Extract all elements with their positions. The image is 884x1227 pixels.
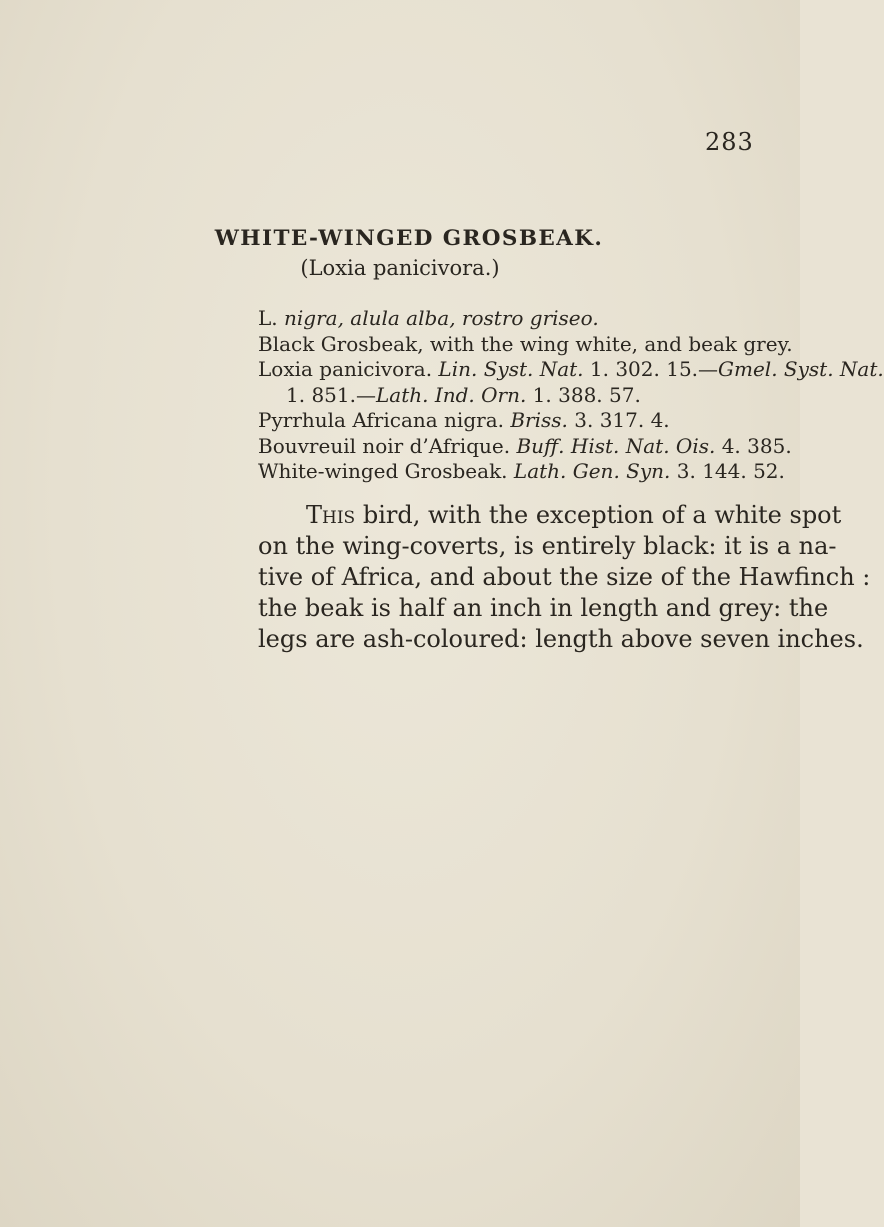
description-paragraph — [258, 500, 871, 655]
synonymy-block — [258, 306, 884, 485]
synonym-text: 4. 385. — [715, 433, 792, 458]
citation-text: Buff. Hist. Nat. Ois. — [516, 433, 716, 458]
description-first-word: This — [306, 501, 356, 529]
description-line-text: bird, with the exception of a white spot — [355, 501, 842, 529]
synonym-text: Bouvreuil noir d’Afrique. — [258, 433, 517, 458]
synonym-line — [258, 433, 792, 460]
citation-text: Lath. Gen. Syn. — [513, 459, 671, 483]
description-line: the beak is half an inch in length and grey: the — [258, 594, 829, 622]
synonym-line — [258, 459, 788, 485]
synonym-text: White-winged Grosbeak. — [258, 459, 514, 483]
page-number: 283 — [705, 128, 754, 156]
synonym-text: Pyrrhula Africana nigra. — [258, 408, 511, 432]
description-line: tive of Africa, and about the size of the Hawfinch : — [258, 563, 871, 591]
synonym-line — [258, 408, 788, 434]
description-line: legs are ash-coloured: length above seven inches. — [258, 625, 864, 653]
synonym-text: Black Grosbeak, with the wing white, and beak grey. — [258, 331, 793, 356]
citation-text: Lath. Ind. Orn. — [375, 382, 527, 407]
description-line: on the wing-coverts, is entirely black: it is a na- — [258, 532, 837, 560]
synonym-line — [258, 306, 788, 332]
latin-name-subtitle: (Loxia panicivora.) — [300, 256, 500, 280]
citation-text: Lin. Syst. Nat. — [438, 357, 584, 381]
synonym-text: Loxia panicivora. — [258, 357, 439, 381]
synonym-line — [258, 331, 793, 358]
description-line — [258, 500, 842, 531]
synonym-text: 3. 144. 52. — [670, 459, 785, 483]
synonym-text: L. — [258, 306, 284, 330]
synonym-line — [258, 357, 884, 383]
citation-text: nigra, alula alba, rostro griseo. — [284, 306, 599, 330]
synonym-text: 1. 302. 15.— — [583, 357, 719, 381]
section-title: WHITE-WINGED GROSBEAK. — [214, 226, 604, 251]
citation-text: Gmel. Syst. Nat. — [718, 357, 884, 381]
synonym-text: 3. 317. 4. — [567, 408, 670, 432]
synonym-text: 1. 388. 57. — [526, 382, 641, 407]
synonym-text: 1. 851.— — [286, 382, 376, 407]
citation-text: Briss. — [510, 408, 568, 432]
synonym-line — [258, 383, 788, 409]
